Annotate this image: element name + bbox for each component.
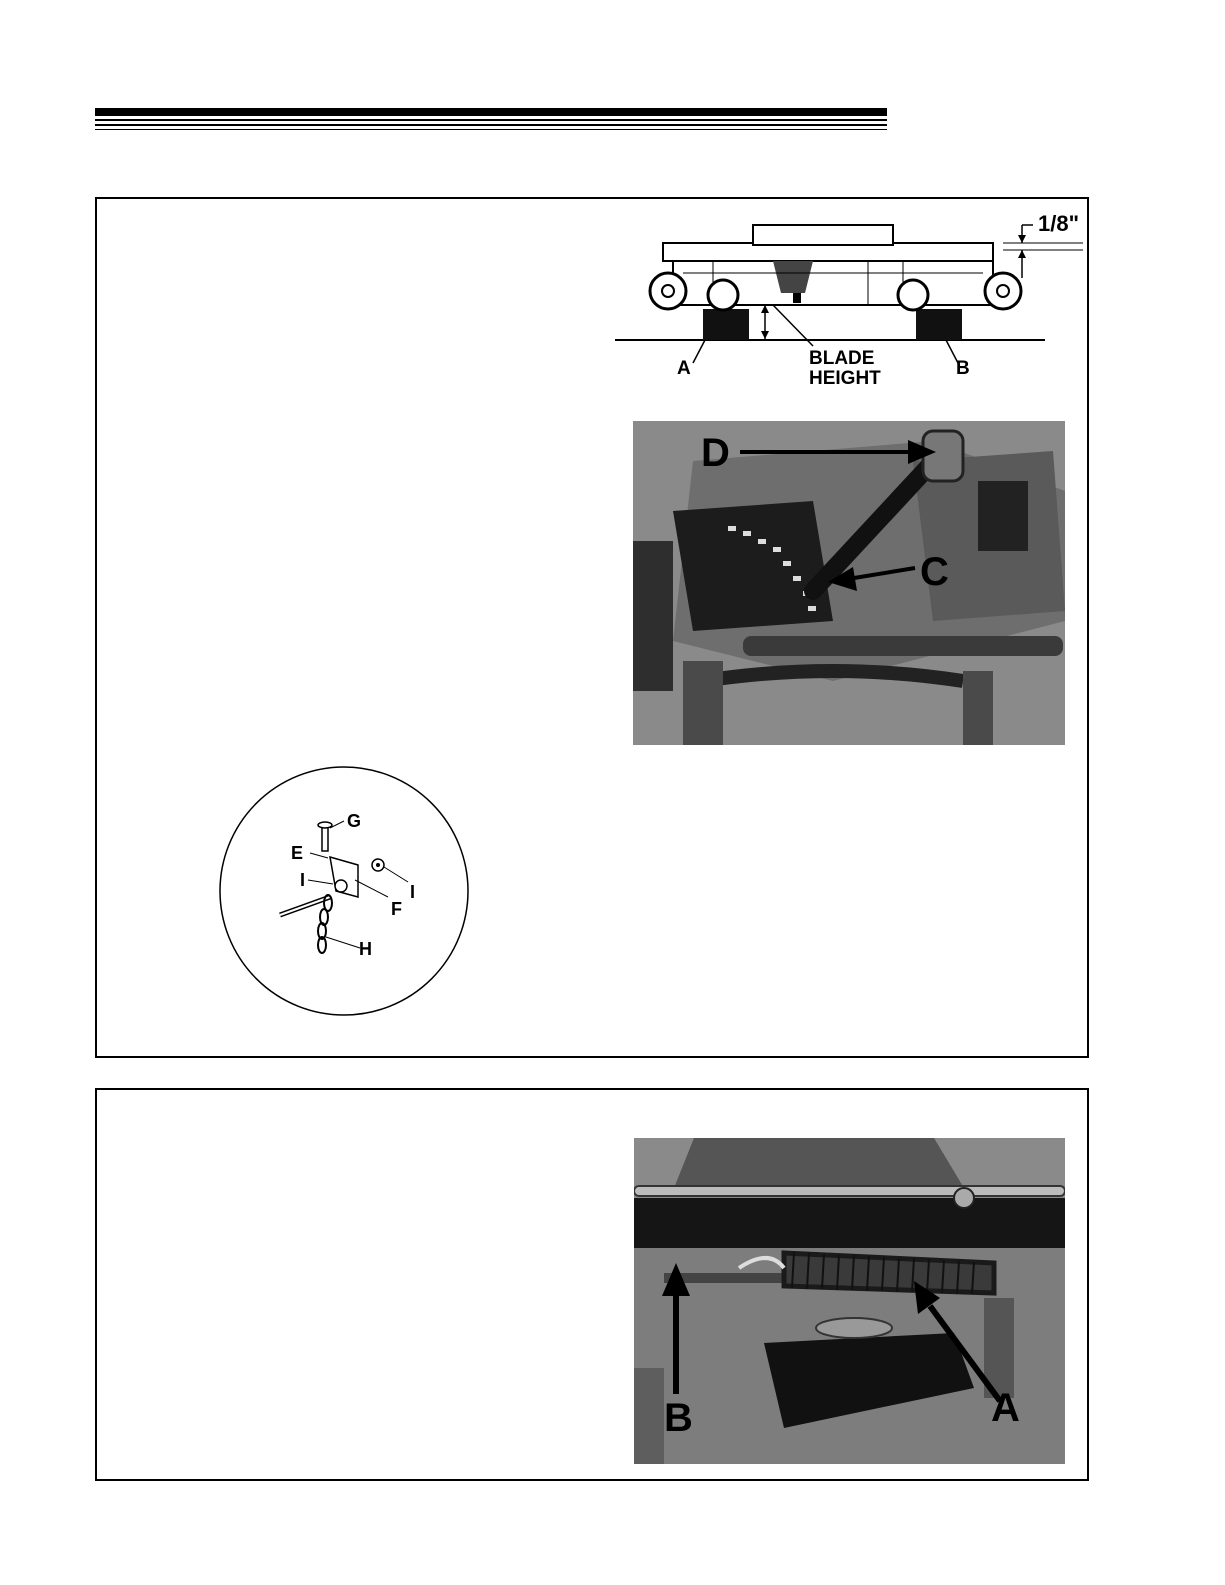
header-rule-thin-3 [95,129,887,130]
label-block-b: B [956,358,970,379]
label-chain-e: E [291,843,304,863]
lift-lever-photo [633,421,1065,745]
label-chain-h: H [359,939,372,959]
panel-deck-leveling [95,197,1089,1058]
label-blade-height-2: HEIGHT [809,368,881,389]
label-lever-c: C [920,550,949,594]
header-rule-thin-2 [95,124,887,126]
deck-side-diagram [613,213,1088,393]
label-block-a: A [677,358,691,379]
label-chain-i-right: I [410,882,416,902]
header-rule-thin-1 [95,119,887,121]
header-rule-thick [95,108,887,116]
chain-detail-diagram [218,765,470,1017]
label-gap: 1/8" [1038,211,1080,236]
label-blade-height-1: BLADE [809,348,875,369]
label-spring-b: B [664,1396,693,1440]
spring-photo [634,1138,1065,1464]
label-chain-g: G [347,811,362,831]
label-chain-f: F [391,899,402,919]
panel-spring-adjust [95,1088,1089,1481]
label-lever-d: D [701,431,730,475]
label-chain-i-left: I [300,870,306,890]
label-spring-a: A [991,1386,1020,1430]
